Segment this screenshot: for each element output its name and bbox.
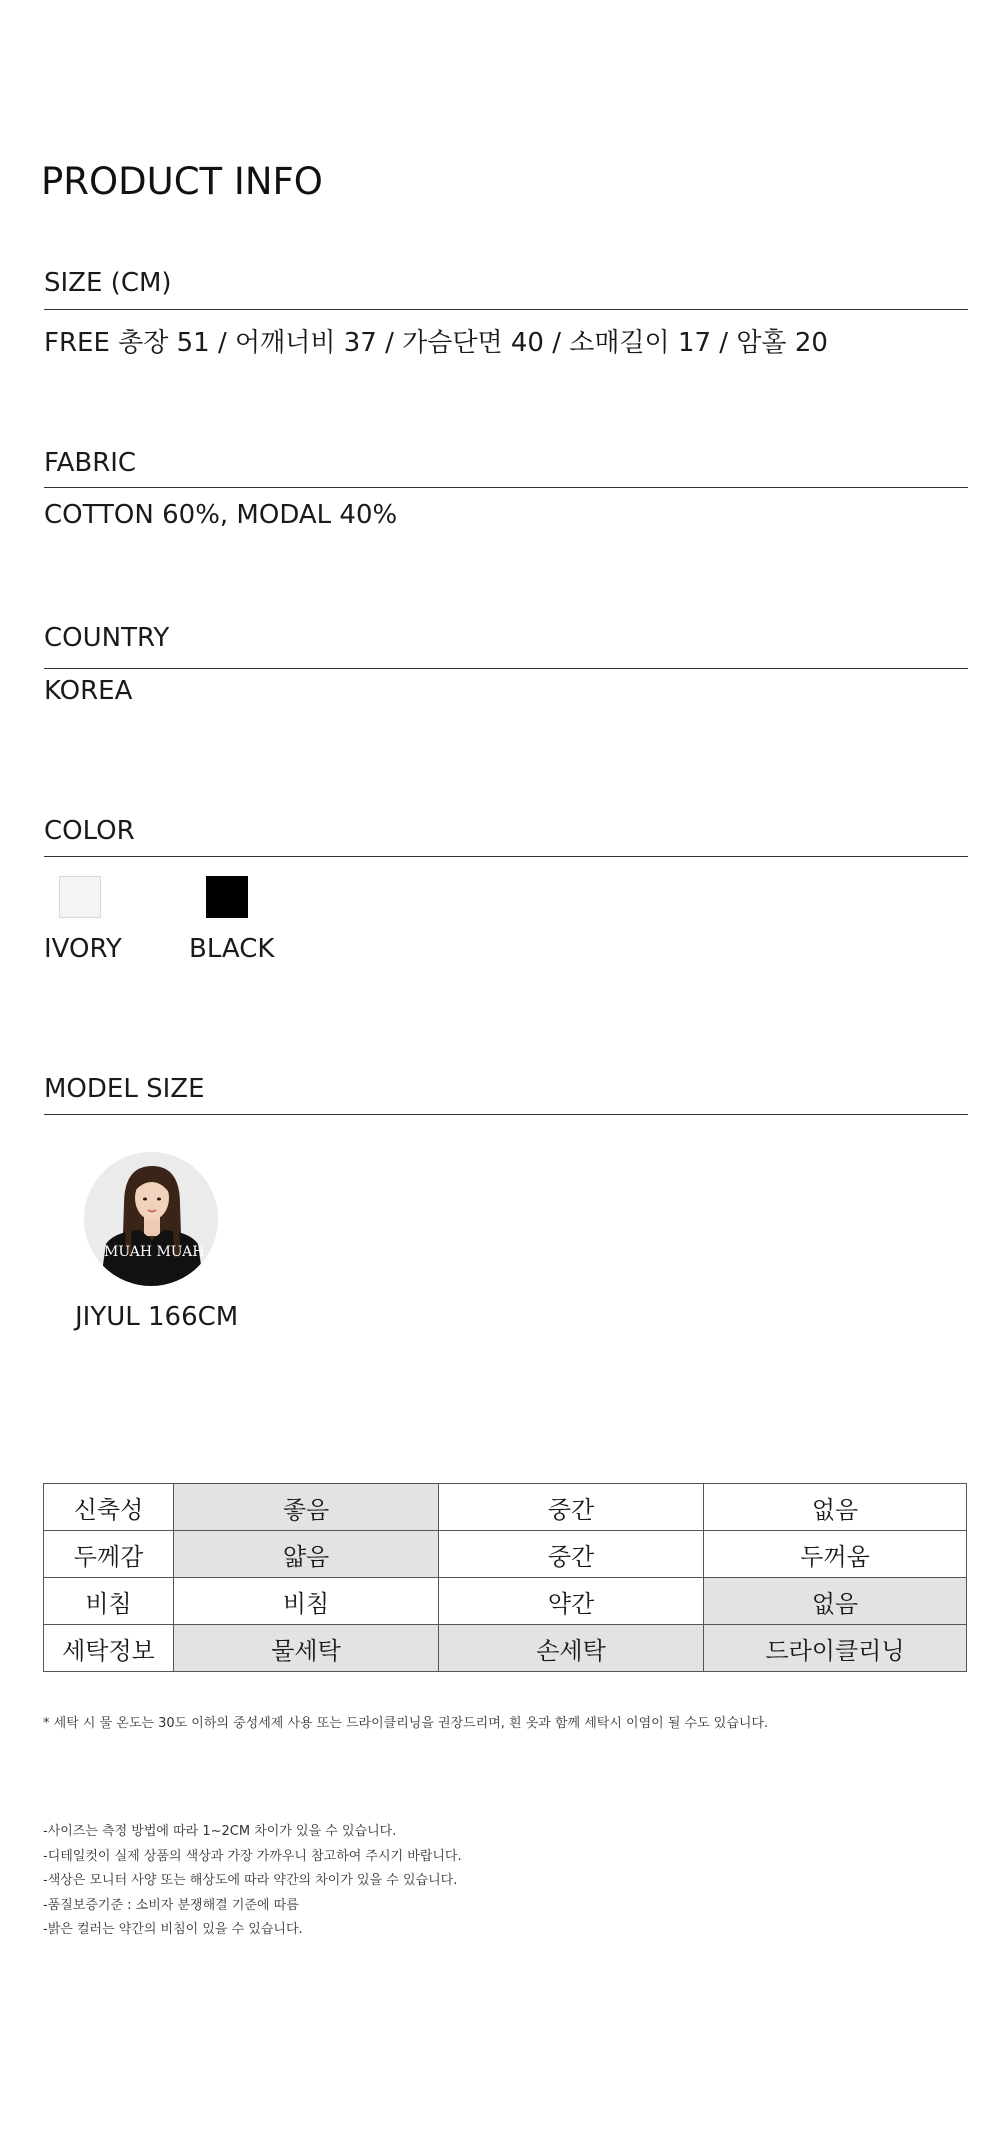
model-portrait-illustration <box>84 1152 218 1286</box>
ivory-color-label: IVORY <box>44 934 122 964</box>
size-value: FREE 총장 51 / 어깨너비 37 / 가슴단면 40 / 소매길이 17 / 암홀 20 <box>44 328 828 358</box>
size-section-label: SIZE (CM) <box>44 268 172 298</box>
shirt-print-text: MUAH MUAH <box>104 1244 205 1260</box>
stretch-none-cell: 없음 <box>704 1484 967 1531</box>
fabric-section-divider <box>44 487 968 488</box>
thickness-row <box>44 1531 967 1578</box>
notice-item-light-color-sheer: -밝은 컬러는 약간의 비침이 있을 수 있습니다. <box>43 1922 303 1937</box>
notice-item-size-tolerance: -사이즈는 측정 방법에 따라 1~2CM 차이가 있을 수 있습니다. <box>43 1824 397 1839</box>
thickness-thick-cell: 두꺼움 <box>704 1531 967 1578</box>
color-section-divider <box>44 856 968 857</box>
sheerness-row <box>44 1578 967 1625</box>
country-section-label: COUNTRY <box>44 623 170 653</box>
washing-dryclean-cell: 드라이클리닝 <box>704 1625 967 1672</box>
fabric-spec-table <box>43 1483 967 1672</box>
country-section-divider <box>44 668 968 669</box>
thickness-label: 두께감 <box>44 1531 174 1578</box>
model-size-section-label: MODEL SIZE <box>44 1074 205 1104</box>
stretch-label: 신축성 <box>44 1484 174 1531</box>
color-section-label: COLOR <box>44 816 135 846</box>
country-value: KOREA <box>44 676 133 706</box>
sheerness-sheer-cell: 비침 <box>174 1578 439 1625</box>
washing-hand-cell: 손세탁 <box>439 1625 704 1672</box>
washing-row <box>44 1625 967 1672</box>
sheerness-label: 비침 <box>44 1578 174 1625</box>
size-section-divider <box>44 309 968 310</box>
ivory-color-swatch <box>59 876 101 918</box>
stretch-row <box>44 1484 967 1531</box>
washing-machine-cell: 물세탁 <box>174 1625 439 1672</box>
notice-item-monitor-color: -색상은 모니터 사양 또는 해상도에 따라 약간의 차이가 있을 수 있습니다. <box>43 1873 458 1888</box>
black-color-swatch <box>206 876 248 918</box>
thickness-thin-cell: 얇음 <box>174 1531 439 1578</box>
fabric-value: COTTON 60%, MODAL 40% <box>44 500 398 530</box>
notice-item-quality-standard: -품질보증기준 : 소비자 분쟁해결 기준에 따름 <box>43 1897 299 1913</box>
sheerness-none-cell: 없음 <box>704 1578 967 1625</box>
model-avatar <box>84 1152 218 1286</box>
thickness-medium-cell: 중간 <box>439 1531 704 1578</box>
washing-label: 세탁정보 <box>44 1625 174 1672</box>
washing-care-note: * 세탁 시 물 온도는 30도 이하의 중성세제 사용 또는 드라이클리닝을 권장드리며, 흰 옷과 함께 세탁시 이염이 될 수도 있습니다. <box>43 1716 769 1731</box>
stretch-medium-cell: 중간 <box>439 1484 704 1531</box>
model-size-section-divider <box>44 1114 968 1115</box>
sheerness-slight-cell: 약간 <box>439 1578 704 1625</box>
model-size-caption: JIYUL 166CM <box>75 1302 239 1332</box>
stretch-good-cell: 좋음 <box>174 1484 439 1531</box>
fabric-section-label: FABRIC <box>44 448 137 478</box>
notice-item-detail-color: -디테일컷이 실제 상품의 색상과 가장 가까우니 참고하여 주시기 바랍니다. <box>43 1848 462 1864</box>
notice-list <box>43 1820 462 1943</box>
black-color-label: BLACK <box>189 934 275 964</box>
page-title: PRODUCT INFO <box>41 160 323 203</box>
